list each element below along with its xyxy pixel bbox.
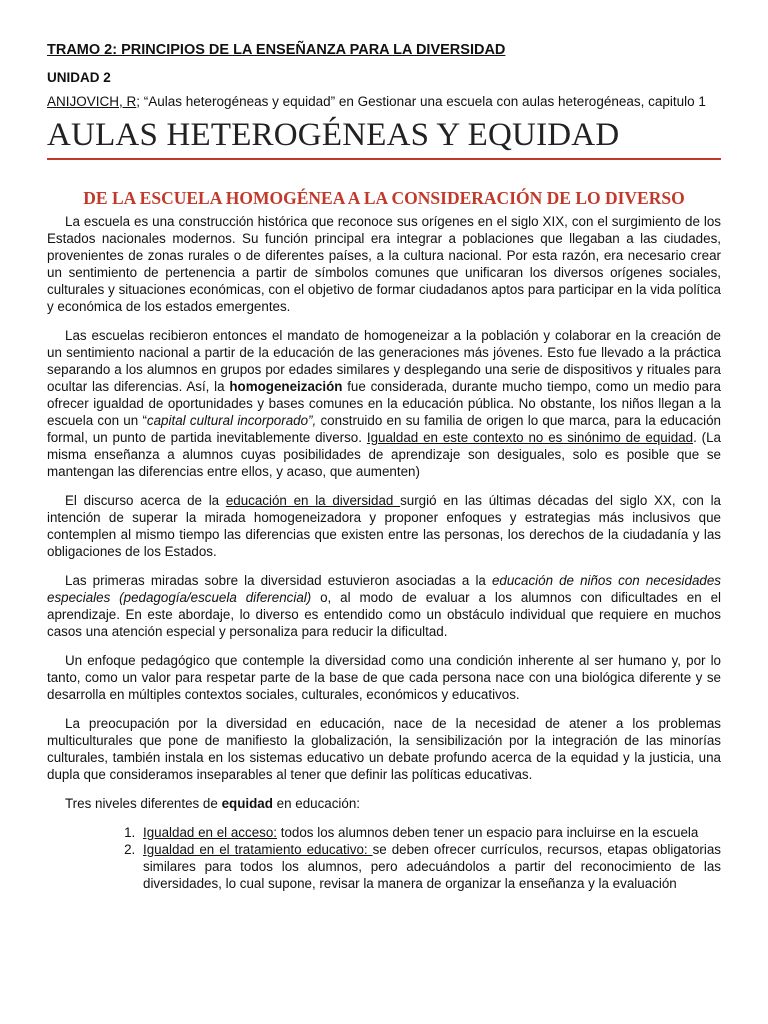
p2-underlined-phrase: Igualdad en este contexto no es sinónimo de equidad — [366, 430, 694, 445]
section-subtitle: DE LA ESCUELA HOMOGÉNEA A LA CONSIDERACIÓN DE LO DIVERSO — [83, 188, 685, 208]
equity-levels-list — [47, 824, 721, 892]
levels-intro-bold: equidad — [221, 796, 273, 811]
paragraph-3 — [47, 492, 721, 560]
p2-text-e: construido en su familia de origen lo que marca, para la educación formal, un punto de partida inevitablemente diverso. — [47, 413, 722, 445]
reference-details: ; “Aulas heterogéneas y equidad” en Gestionar una escuela con aulas heterogéneas, capitulo 1 — [136, 94, 706, 109]
unidad-heading: UNIDAD 2 — [47, 70, 111, 85]
tramo-heading: TRAMO 2: PRINCIPIOS DE LA ENSEÑANZA PARA LA DIVERSIDAD — [47, 42, 506, 58]
levels-intro-c: en educación: — [272, 796, 361, 811]
p3-text-c: surgió en las últimas décadas del siglo XX, con la intención de superar la mirada homogeneizadora y proponer enfoques y estrategias más inclusivos que contemplen al mismo tiempo las diferencias que existen entre las personas, los derechos de la ciudadanía y las obligaciones de los Estados. — [47, 493, 721, 559]
p2-text-a: Las escuelas recibieron entonces el mandato de homogeneizar a la población y colaborar en la creación de un sentimiento nacional a partir de la educación de las generaciones más jóvenes. Esto fue llevado a la práctica separando a los alumnos en grupos por edades similares y desplegando una serie de dispositivos y rituales para ocultar las diferencias. Así, la — [47, 328, 721, 394]
p4-text-c: o, al modo de evaluar a los alumnos con dificultades en el aprendizaje. En este abordaje, lo diverso es entendido como un obstáculo individual que requiere en muchos casos una atención especial y personaliza para reducir la dificultad. — [47, 590, 721, 639]
list-item-label: Igualdad en el tratamiento educativo: — [143, 842, 373, 857]
p2-text-c: fue considerada, durante mucho tiempo, como un medio para ofrecer igualdad de oportunidades y bases comunes en la educación pública. No obstante, los niños llegan a la escuela con un “ — [47, 379, 721, 428]
paragraph-6: La preocupación por la diversidad en educación, nace de la necesidad de atener a los problemas multiculturales que pone de manifiesto la globalización, la sensibilización por la integración de las minorías culturales, también instala en los sistemas educativo un debate profundo acerca de la equidad y la justicia, una dupla que consideramos inseparables al tener que definir las políticas educativas. — [47, 716, 721, 782]
paragraph-5: Un enfoque pedagógico que contemple la diversidad como una condición inherente al ser humano y, por lo tanto, como un valor para respetar parte de la base de que cada persona nace con una biológica diferente y se desarrolla en múltiples contextos sociales, culturales, económicos y educativos. — [47, 653, 721, 702]
p4-text-a: Las primeras miradas sobre la diversidad estuvieron asociadas a la — [65, 573, 492, 588]
p3-underlined-phrase: educación en la diversidad — [225, 493, 401, 508]
p2-text-g: . (La misma enseñanza a alumnos cuyas posibilidades de aprendizaje son desiguales, solo es posible que se mantengan las diferencias entre ellos, y acaso, que aumenten) — [47, 430, 722, 479]
p3-text-a: El discurso acerca de la — [65, 493, 226, 508]
document-title: AULAS HETEROGÉNEAS Y EQUIDAD — [47, 116, 721, 160]
list-item — [139, 824, 721, 841]
p2-italic-term: capital cultural incorporado”, — [146, 413, 317, 428]
p2-bold-term: homogeneización — [229, 379, 343, 394]
paragraph-2 — [47, 327, 721, 480]
levels-intro — [47, 795, 721, 812]
bibliographic-reference — [47, 93, 721, 110]
reference-author: ANIJOVICH, R — [47, 94, 137, 109]
p4-italic-phrase: educación de niños con necesidades especiales (pedagogía/escuela diferencial) — [47, 573, 722, 605]
list-item — [139, 841, 721, 892]
paragraph-1: La escuela es una construcción histórica que reconoce sus orígenes en el siglo XIX, con el surgimiento de los Estados nacionales modernos. Su función principal era integrar a poblaciones que llegaban a las ciudades, provenientes de zonas rurales o de diferentes países, a la cultura nacional. Por esta razón, era necesario crear un sentimiento de pertenencia a partir de símbolos comunes que unificaran los diversos orígenes sociales, culturales y situaciones económicas, con el objetivo de formar ciudadanos aptos para participar en la vida política y económica de los estados emergentes. — [47, 214, 721, 314]
list-item-text: se deben ofrecer currículos, recursos, etapas obligatorias similares para todos los alumnos, pero adecuándolos a partir del reconocimiento de las diversidades, lo cual supone, revisar la manera de organizar la enseñanza y la evaluación — [143, 842, 721, 891]
levels-intro-a: Tres niveles diferentes de — [65, 796, 222, 811]
list-item-text: todos los alumnos deben tener un espacio para incluirse en la escuela — [277, 825, 699, 840]
list-item-label: Igualdad en el acceso: — [143, 825, 278, 840]
paragraph-4 — [47, 572, 721, 640]
